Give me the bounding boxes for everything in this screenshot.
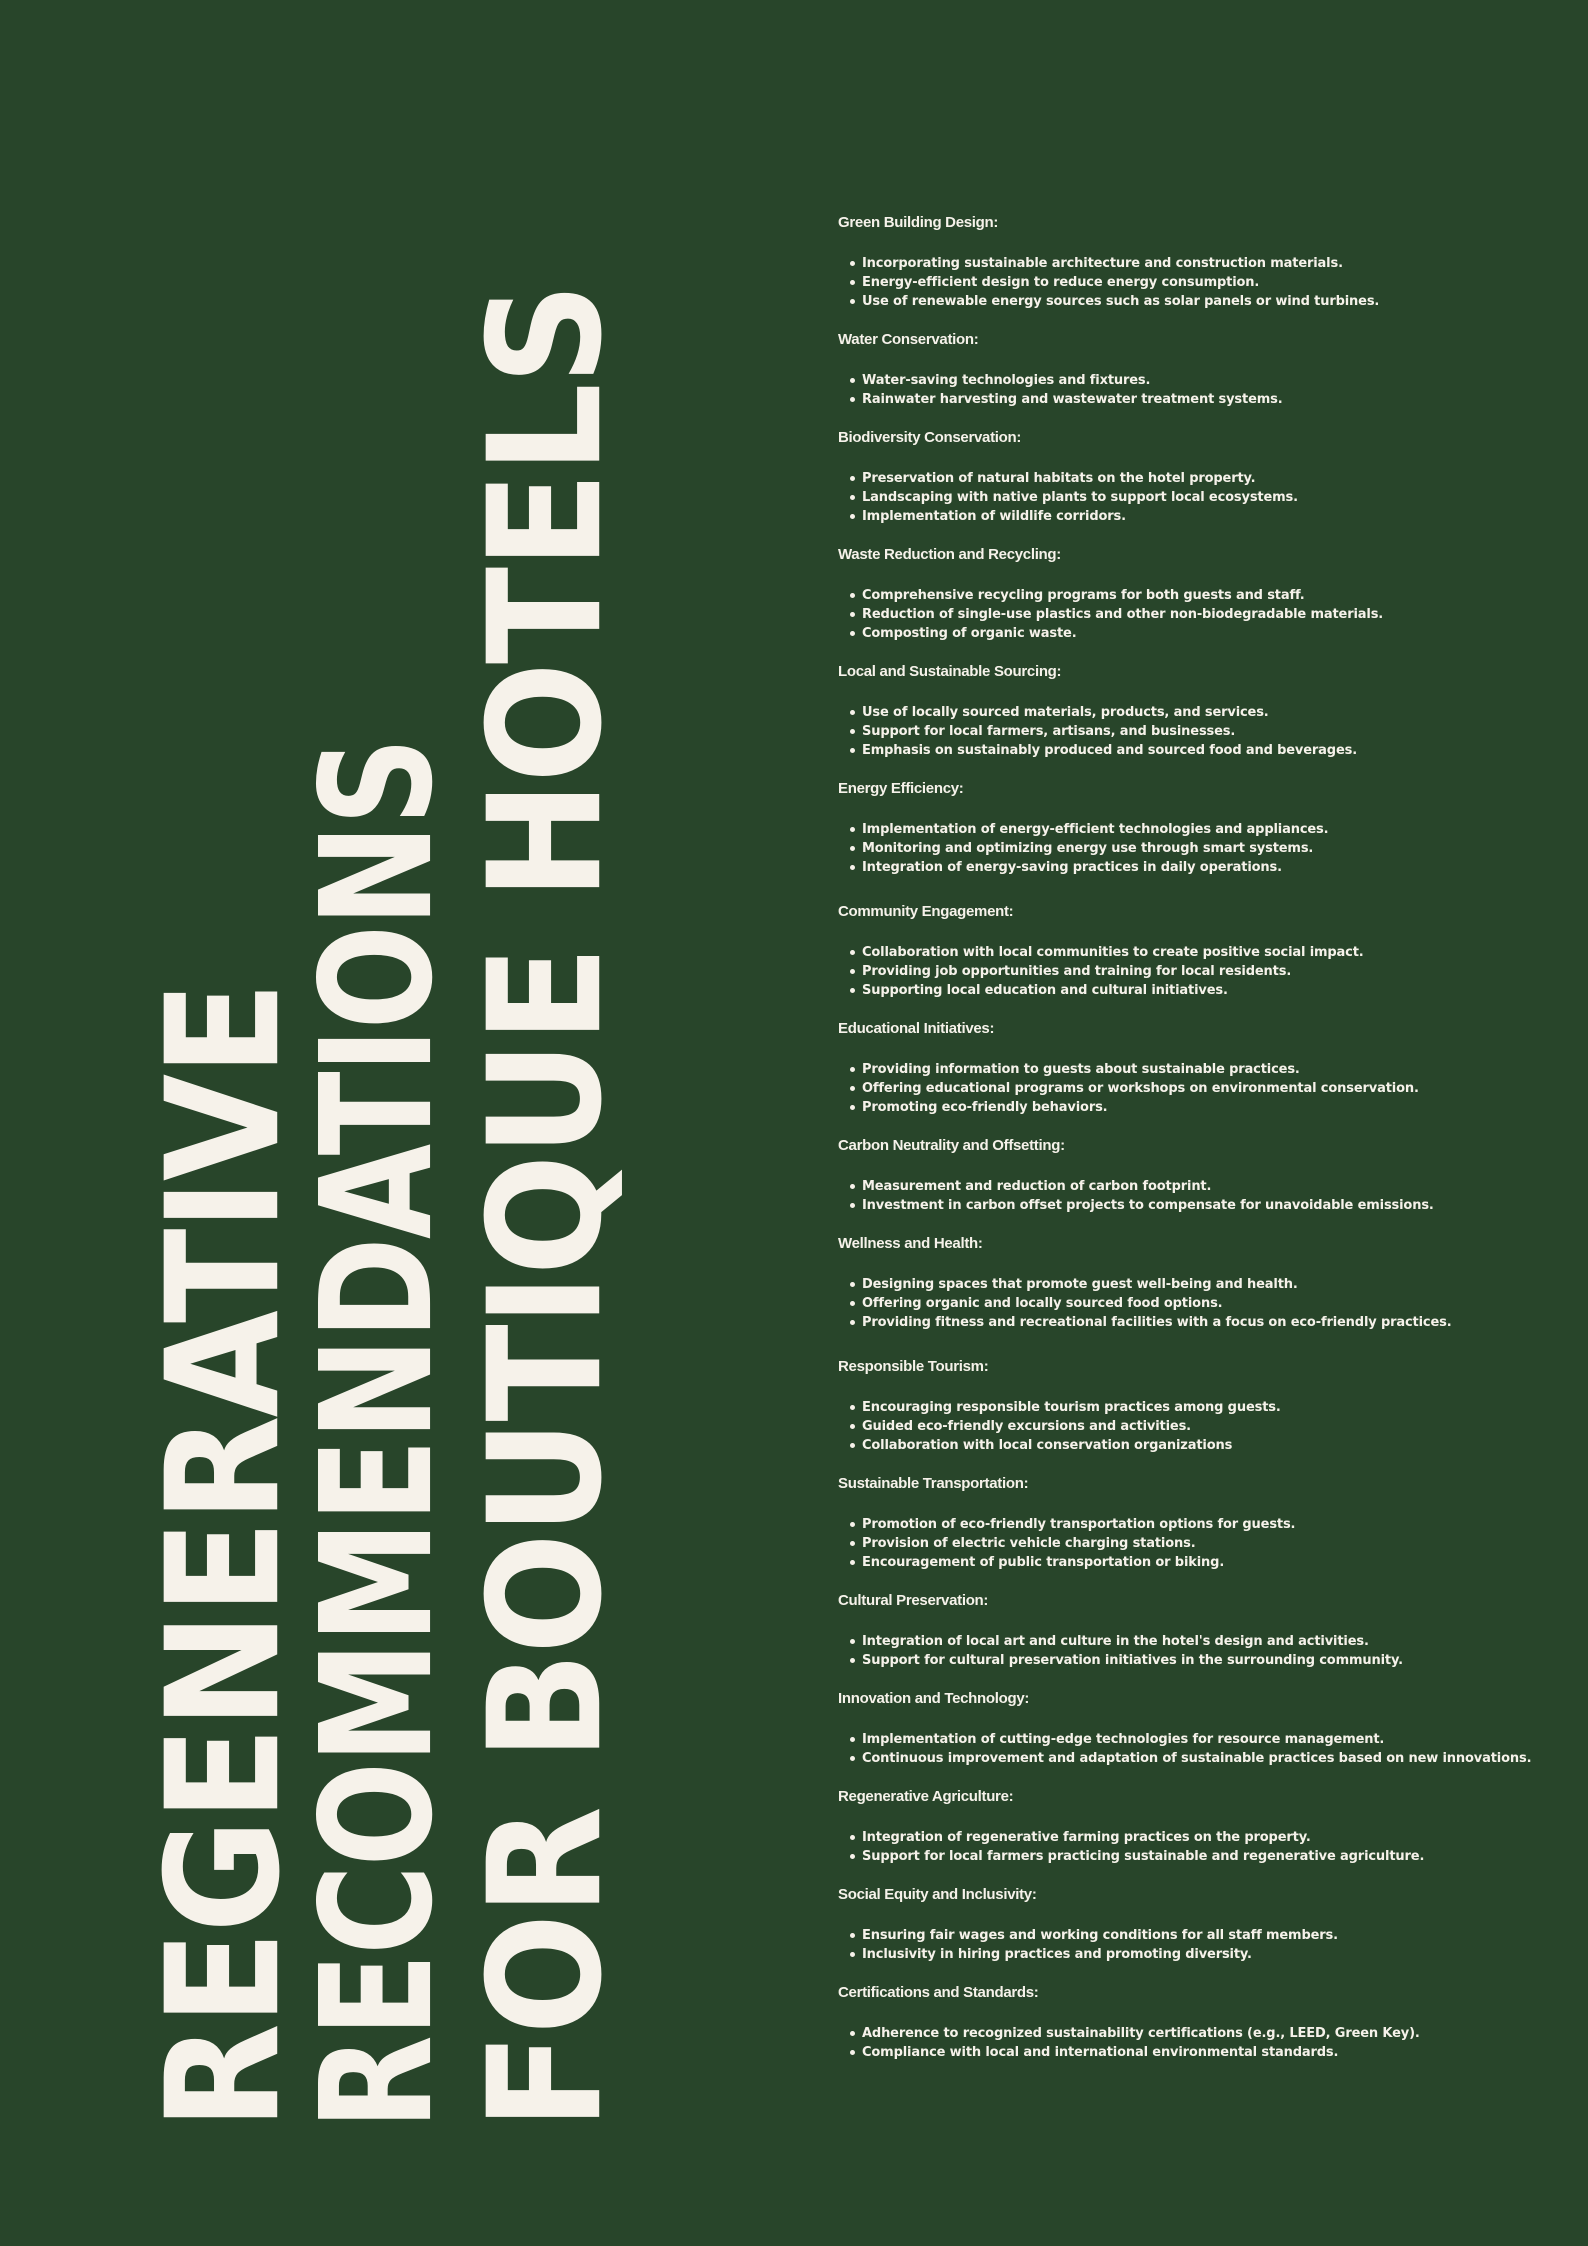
list-item: Providing fitness and recreational facilities with a focus on eco-friendly practices.	[862, 1313, 1538, 1332]
bullet-list	[838, 820, 1538, 877]
list-item: Offering educational programs or workshops on environmental conservation.	[862, 1079, 1538, 1098]
section	[838, 901, 1538, 1000]
list-item: Preservation of natural habitats on the hotel property.	[862, 469, 1538, 488]
list-item: Integration of local art and culture in the hotel's design and activities.	[862, 1632, 1538, 1651]
section-heading: Cultural Preservation:	[838, 1592, 989, 1609]
list-item: Support for local farmers practicing sustainable and regenerative agriculture.	[862, 1847, 1538, 1866]
list-item: Encouragement of public transportation or biking.	[862, 1553, 1538, 1572]
list-item: Collaboration with local conservation organizations	[862, 1436, 1538, 1455]
list-item: Emphasis on sustainably produced and sourced food and beverages.	[862, 741, 1538, 760]
section	[838, 212, 1538, 311]
section-heading: Educational Initiatives:	[838, 1020, 995, 1037]
title-text-boutique-hotels: FOR BOUTIQUE HOTELS	[455, 284, 637, 2130]
bullet-list	[838, 1926, 1538, 1964]
list-item: Adherence to recognized sustainability certifications (e.g., LEED, Green Key).	[862, 2024, 1538, 2043]
list-item: Landscaping with native plants to support local ecosystems.	[862, 488, 1538, 507]
list-item: Designing spaces that promote guest well-being and health.	[862, 1275, 1538, 1294]
list-item: Encouraging responsible tourism practices among guests.	[862, 1398, 1538, 1417]
bullet-list	[838, 1632, 1538, 1670]
bullet-list	[838, 469, 1538, 526]
title-text-regenerative: REGENERATIVE	[133, 983, 315, 2130]
list-item: Promoting eco-friendly behaviors.	[862, 1098, 1538, 1117]
section-heading: Energy Efficiency:	[838, 780, 964, 797]
bullet-list	[838, 1398, 1538, 1455]
section	[838, 1884, 1538, 1964]
list-item: Implementation of energy-efficient technologies and appliances.	[862, 820, 1538, 839]
bullet-list	[838, 1828, 1538, 1866]
section	[838, 329, 1538, 409]
list-item: Rainwater harvesting and wastewater treatment systems.	[862, 390, 1538, 409]
section-heading: Regenerative Agriculture:	[838, 1788, 1014, 1805]
bullet-list	[838, 1515, 1538, 1572]
section-heading: Carbon Neutrality and Offsetting:	[838, 1137, 1065, 1154]
list-item: Compliance with local and international environmental standards.	[862, 2043, 1538, 2062]
section-heading: Community Engagement:	[838, 903, 1014, 920]
section-heading: Local and Sustainable Sourcing:	[838, 663, 1062, 680]
list-item: Providing information to guests about sustainable practices.	[862, 1060, 1538, 1079]
section	[838, 661, 1538, 760]
section	[838, 778, 1538, 877]
bullet-list	[838, 371, 1538, 409]
section	[838, 1018, 1538, 1117]
section-heading: Water Conservation:	[838, 331, 979, 348]
list-item: Provision of electric vehicle charging stations.	[862, 1534, 1538, 1553]
list-item: Support for local farmers, artisans, and businesses.	[862, 722, 1538, 741]
list-item: Implementation of wildlife corridors.	[862, 507, 1538, 526]
bullet-list	[838, 586, 1538, 643]
list-item: Reduction of single-use plastics and other non-biodegradable materials.	[862, 605, 1538, 624]
list-item: Composting of organic waste.	[862, 624, 1538, 643]
list-item: Offering organic and locally sourced food options.	[862, 1294, 1538, 1313]
recommendations-list	[838, 194, 1538, 2062]
section-heading: Social Equity and Inclusivity:	[838, 1886, 1037, 1903]
vertical-title	[133, 284, 650, 2130]
section-heading: Biodiversity Conservation:	[838, 429, 1022, 446]
section-heading: Sustainable Transportation:	[838, 1475, 1029, 1492]
section	[838, 427, 1538, 526]
bullet-list	[838, 1730, 1538, 1768]
list-item: Comprehensive recycling programs for both guests and staff.	[862, 586, 1538, 605]
section	[838, 1135, 1538, 1215]
section	[838, 1356, 1538, 1455]
list-item: Inclusivity in hiring practices and promoting diversity.	[862, 1945, 1538, 1964]
title-text-recommendations: RECOMMENDATIONS	[287, 738, 467, 2130]
section-heading: Wellness and Health:	[838, 1235, 983, 1252]
list-item: Continuous improvement and adaptation of sustainable practices based on new innovations.	[862, 1749, 1538, 1768]
section	[838, 1688, 1538, 1768]
section	[838, 1473, 1538, 1572]
list-item: Providing job opportunities and training for local residents.	[862, 962, 1538, 981]
list-item: Energy-efficient design to reduce energy consumption.	[862, 273, 1538, 292]
bullet-list	[838, 2024, 1538, 2062]
list-item: Use of renewable energy sources such as solar panels or wind turbines.	[862, 292, 1538, 311]
list-item: Incorporating sustainable architecture and construction materials.	[862, 254, 1538, 273]
section	[838, 544, 1538, 643]
section	[838, 1233, 1538, 1332]
bullet-list	[838, 1275, 1538, 1332]
list-item: Ensuring fair wages and working conditions for all staff members.	[862, 1926, 1538, 1945]
list-item: Water-saving technologies and fixtures.	[862, 371, 1538, 390]
list-item: Promotion of eco-friendly transportation options for guests.	[862, 1515, 1538, 1534]
list-item: Measurement and reduction of carbon footprint.	[862, 1177, 1538, 1196]
list-item: Monitoring and optimizing energy use through smart systems.	[862, 839, 1538, 858]
list-item: Integration of regenerative farming practices on the property.	[862, 1828, 1538, 1847]
list-item: Use of locally sourced materials, products, and services.	[862, 703, 1538, 722]
bullet-list	[838, 1060, 1538, 1117]
section	[838, 1786, 1538, 1866]
section-heading: Green Building Design:	[838, 214, 999, 231]
section-heading: Certifications and Standards:	[838, 1984, 1039, 2001]
list-item: Implementation of cutting-edge technologies for resource management.	[862, 1730, 1538, 1749]
list-item: Investment in carbon offset projects to compensate for unavoidable emissions.	[862, 1196, 1538, 1215]
section	[838, 1982, 1538, 2062]
bullet-list	[838, 254, 1538, 311]
list-item: Integration of energy-saving practices in daily operations.	[862, 858, 1538, 877]
bullet-list	[838, 1177, 1538, 1215]
list-item: Supporting local education and cultural initiatives.	[862, 981, 1538, 1000]
bullet-list	[838, 943, 1538, 1000]
bullet-list	[838, 703, 1538, 760]
section-heading: Waste Reduction and Recycling:	[838, 546, 1061, 563]
list-item: Support for cultural preservation initiatives in the surrounding community.	[862, 1651, 1538, 1670]
list-item: Collaboration with local communities to create positive social impact.	[862, 943, 1538, 962]
section-heading: Innovation and Technology:	[838, 1690, 1030, 1707]
section	[838, 1590, 1538, 1670]
section-heading: Responsible Tourism:	[838, 1358, 989, 1375]
list-item: Guided eco-friendly excursions and activities.	[862, 1417, 1538, 1436]
